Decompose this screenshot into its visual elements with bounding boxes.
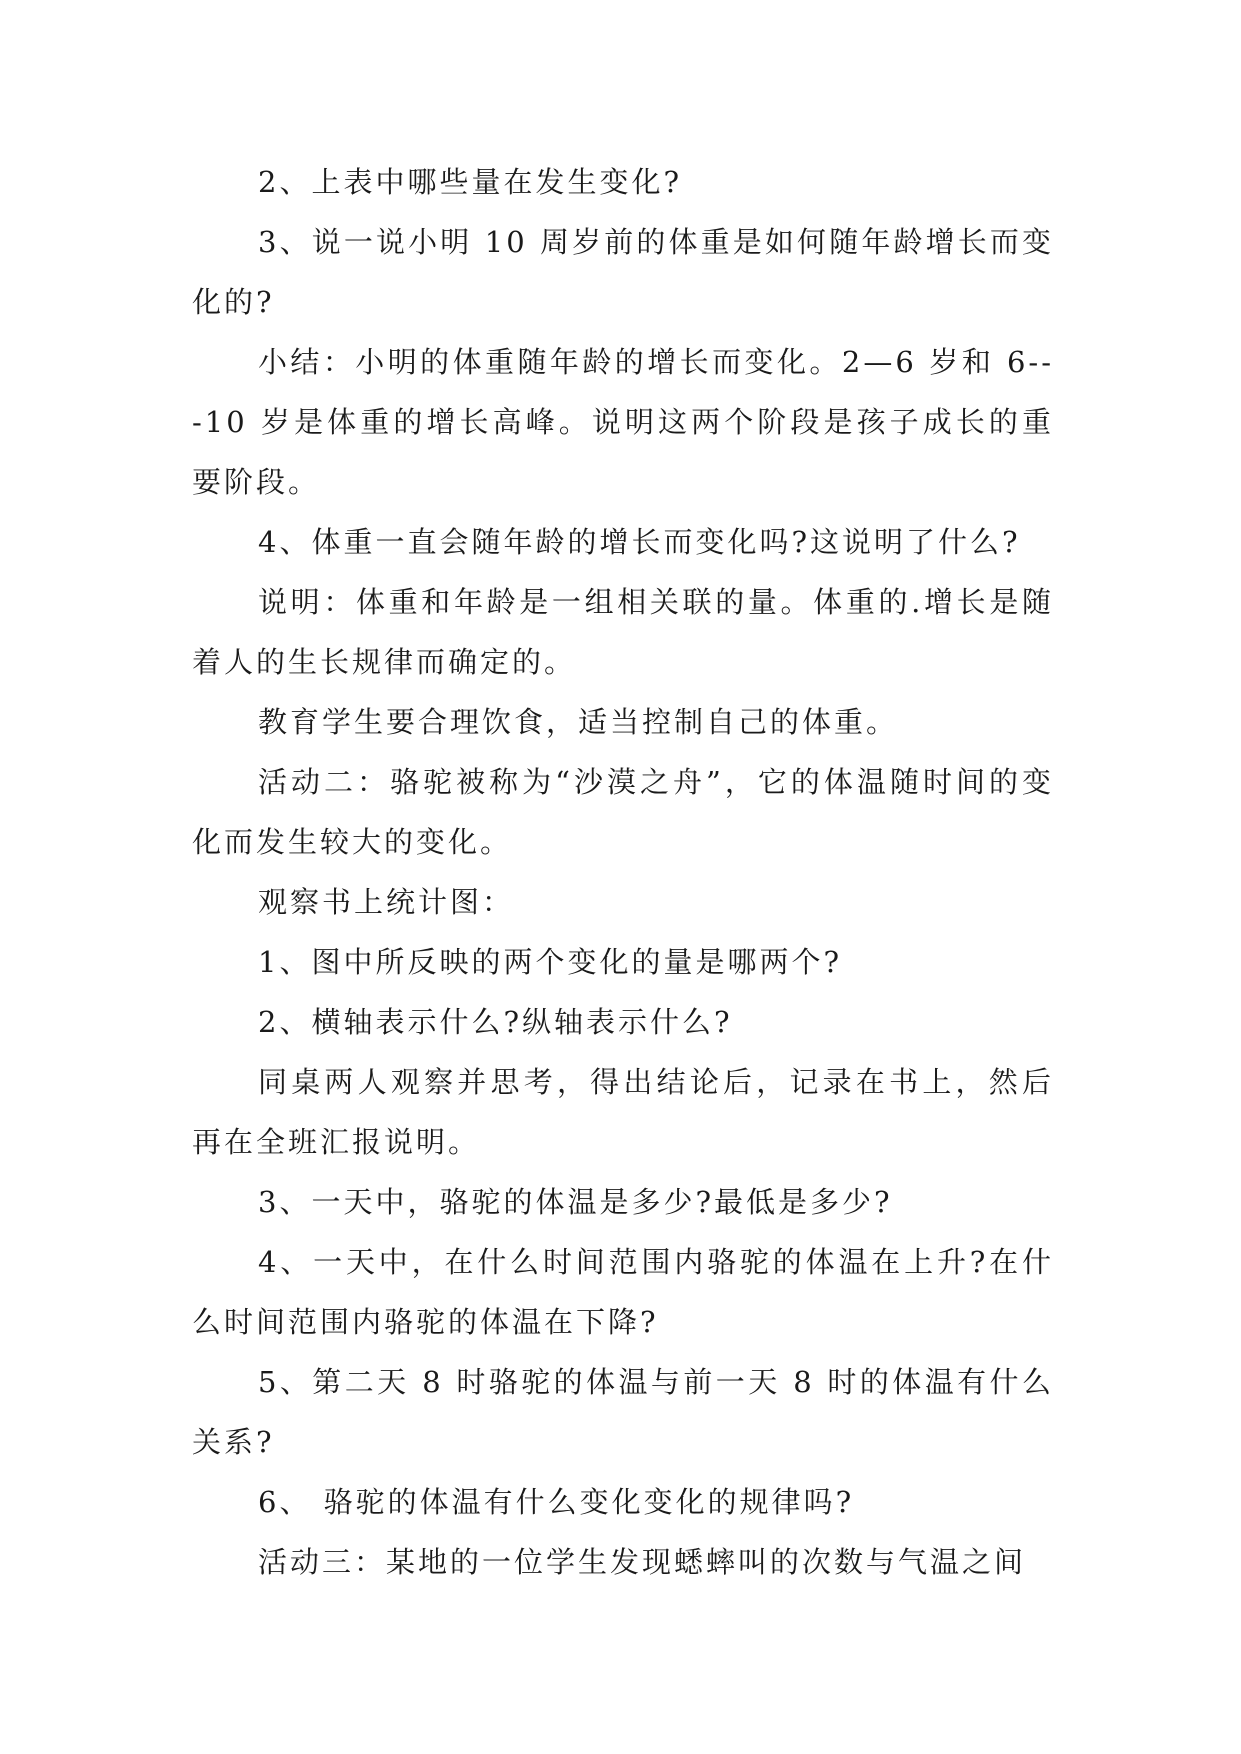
- paragraph-question-2: 2、上表中哪些量在发生变化?: [258, 165, 682, 199]
- paragraph-observe-chart: 观察书上统计图：: [258, 885, 515, 919]
- paragraph-activity-3: 活动三：某地的一位学生发现蟋蟀叫的次数与气温之间: [258, 1545, 1027, 1579]
- paragraph-chart-question-5: 5、第二天 8 时骆驼的体温与前一天 8 时的体温有什么关系?: [192, 1365, 1054, 1459]
- paragraph-chart-question-4: 4、一天中，在什么时间范围内骆驼的体温在上升?在什么时间范围内骆驼的体温在下降?: [192, 1245, 1054, 1339]
- paragraph-chart-question-1: 1、图中所反映的两个变化的量是哪两个?: [258, 945, 842, 979]
- document-page: [192, 152, 1054, 1592]
- paragraph-pair-discussion: 同桌两人观察并思考，得出结论后，记录在书上，然后再在全班汇报说明。: [192, 1065, 1054, 1159]
- paragraph-question-3: 3、说一说小明 10 周岁前的体重是如何随年龄增长而变化的?: [192, 225, 1054, 319]
- paragraph-summary: 小结：小明的体重随年龄的增长而变化。2—6 岁和 6---10 岁是体重的增长高峰。说明这两个阶段是孩子成长的重要阶段。: [192, 345, 1054, 499]
- paragraph-explanation: 说明：体重和年龄是一组相关联的量。体重的.增长是随着人的生长规律而确定的。: [192, 585, 1054, 679]
- paragraph-chart-question-6: 6、 骆驼的体温有什么变化变化的规律吗?: [258, 1485, 855, 1519]
- paragraph-activity-2: 活动二：骆驼被称为“沙漠之舟”，它的体温随时间的变化而发生较大的变化。: [192, 765, 1054, 859]
- paragraph-chart-question-3: 3、一天中，骆驼的体温是多少?最低是多少?: [258, 1185, 893, 1219]
- paragraph-chart-question-2: 2、横轴表示什么?纵轴表示什么?: [258, 1005, 733, 1039]
- paragraph-education: 教育学生要合理饮食，适当控制自己的体重。: [258, 705, 899, 739]
- paragraph-question-4: 4、体重一直会随年龄的增长而变化吗?这说明了什么?: [258, 525, 1021, 559]
